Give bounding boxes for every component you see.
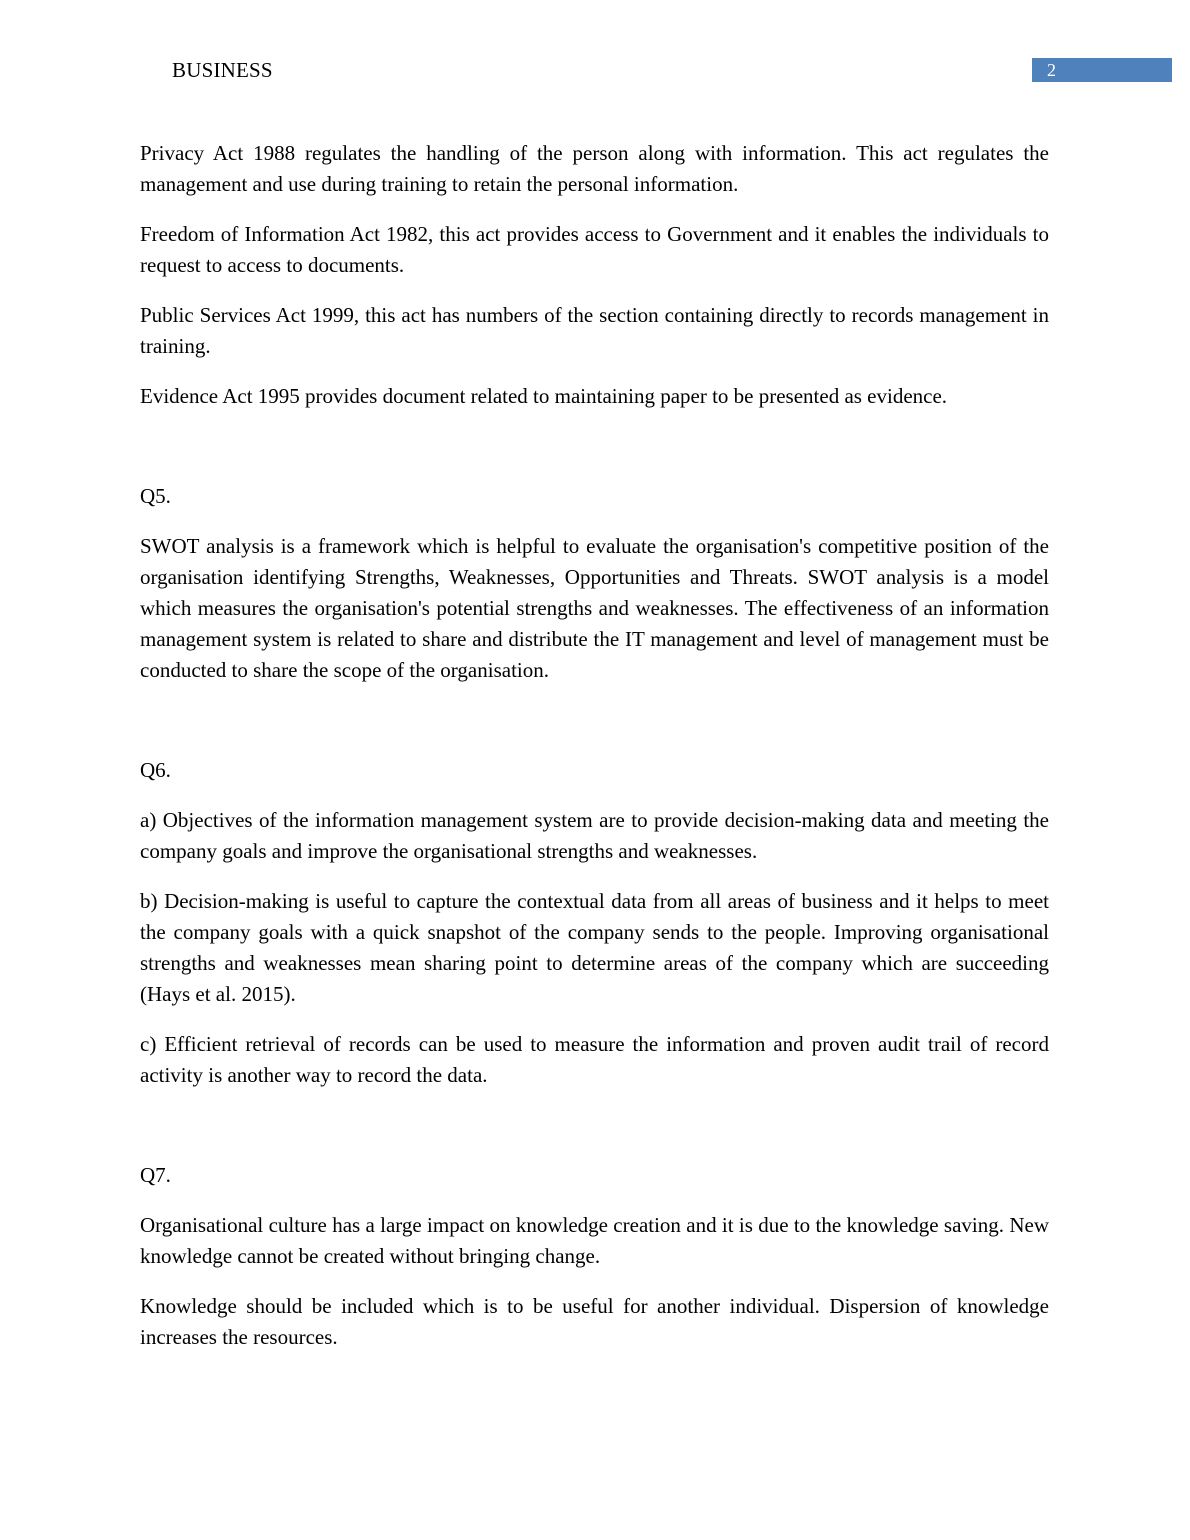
foi-act-paragraph: Freedom of Information Act 1982, this act provides access to Government and it enables the individuals to request to access to documents.: [140, 222, 1049, 277]
page-number-badge: 2: [1032, 58, 1172, 82]
q5-paragraph: SWOT analysis is a framework which is helpful to evaluate the organisation's competitive position of the organisation identifying Strengths, Weaknesses, Opportunities and Threats. SWOT analysis is a model which measures the organisation's potential strengths and weaknesses. The effectiveness of an information management system is related to share and distribute the IT management and level of management must be conducted to share the scope of the organisation.: [140, 534, 1049, 682]
q6-item-b: b) Decision-making is useful to capture the contextual data from all areas of business and it helps to meet the company goals with a quick snapshot of the company sends to the people. Improving organisational strengths and weaknesses mean sharing point to determine areas of the company which are succeeding (Hays et al. 2015).: [140, 889, 1049, 1006]
q6-item-c: c) Efficient retrieval of records can be used to measure the information and proven audit trail of record activity is another way to record the data.: [140, 1032, 1049, 1087]
public-services-act-paragraph: Public Services Act 1999, this act has numbers of the section containing directly to records management in training.: [140, 303, 1049, 358]
q7-paragraph-2: Knowledge should be included which is to be useful for another individual. Dispersion of knowledge increases the resources.: [140, 1294, 1049, 1349]
evidence-act-paragraph: Evidence Act 1995 provides document related to maintaining paper to be presented as evidence.: [140, 384, 948, 408]
q6-heading: Q6.: [140, 758, 171, 782]
q5-heading: Q5.: [140, 484, 171, 508]
section-spacer: [140, 705, 1049, 755]
q6-item-a: a) Objectives of the information management system are to provide decision-making data and meeting the company goals and improve the organisational strengths and weaknesses.: [140, 808, 1049, 863]
privacy-act-paragraph: Privacy Act 1988 regulates the handling of the person along with information. This act regulates the management and use during training to retain the personal information.: [140, 141, 1049, 196]
section-spacer: [140, 431, 1049, 481]
section-spacer: [140, 1110, 1049, 1160]
q7-heading: Q7.: [140, 1163, 171, 1187]
running-header-title: BUSINESS: [172, 58, 273, 82]
document-body: [140, 138, 1049, 1372]
q7-paragraph-1: Organisational culture has a large impact on knowledge creation and it is due to the knowledge saving. New knowledge cannot be created without bringing change.: [140, 1213, 1049, 1268]
